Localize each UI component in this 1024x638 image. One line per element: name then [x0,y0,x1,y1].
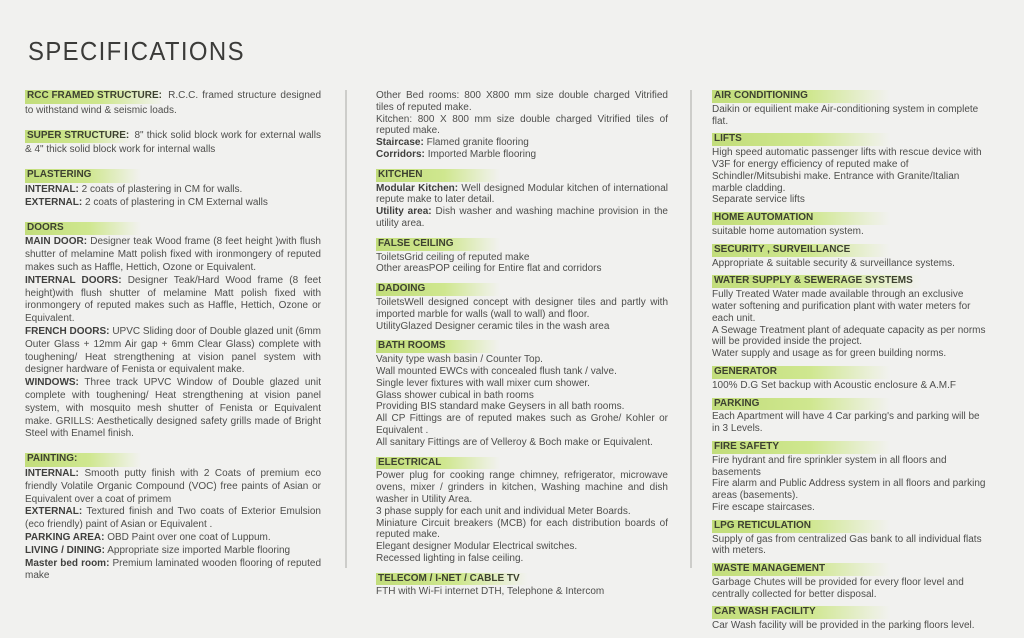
section-header: PAINTING: [25,453,141,467]
spec-section [376,573,668,599]
spec-paragraph: High speed automatic passenger lifts with rescue device with V3F for energy efficiency of reputed make of Schindler/Mitsubishi make. Entrance with Granite/Italian marble cladding. [712,147,982,194]
spec-paragraph: Power plug for cooking range chimney, refrigerator, microwave ovens, mixer / grinders in kitchen, Washing machine and dish washer in Utility Area. [376,470,668,505]
section-header: PLASTERING [25,169,141,183]
spec-section [376,283,668,332]
column-divider-right [690,90,692,568]
spec-section [712,275,990,360]
spec-section [712,212,990,238]
spec-label: EXTERNAL: [25,196,83,208]
spec-label: INTERNAL: [25,183,79,195]
spec-paragraph: Other areasPOP ceiling for Entire flat and corridors [376,263,602,275]
spec-paragraph: FRENCH DOORS: UPVC Sliding door of Double glazed unit (6mm Outer Glass + 12mm Air gap + 6mm Clear Glass) complete with toughening/ Heat strengthening at vision panel system with designer hardware of Fenista or equivalent make. [25,325,322,376]
spec-paragraph: Elegant designer Modular Electrical switches. [376,541,578,553]
spec-paragraph: Providing BIS standard make Geysers in all bath rooms. [376,401,625,413]
section-header: AIR CONDITIONING [712,90,890,103]
spec-label: Corridors: [376,148,425,160]
spec-paragraph: INTERNAL DOORS: Designer Teak/Hard Wood frame (8 feet height)with flush shutter of melamine Matt polish fixed with ironmongery of reputed makes such as Haffle, Hettich, Ozone or Equivalent. [25,274,321,325]
spec-paragraph: Vanity type wash basin / Counter Top. [376,354,543,366]
spec-paragraph: LIVING / DINING: Appropriate size imported Marble flooring [25,544,291,556]
spec-label: MAIN DOOR: [25,236,88,248]
section-header: SUPER STRUCTURE: [25,130,131,144]
spec-label: Staircase: [376,137,424,149]
spec-paragraph: Kitchen: 800 X 800 mm size double charged Vitrified tiles of reputed make. [376,113,668,137]
spec-label: PARKING AREA: [25,531,105,543]
section-header: LPG RETICULATION [712,520,890,533]
spec-paragraph: EXTERNAL: Textured finish and Two coats of Exterior Emulsion (eco friendly) paint of Asian or Equivalent . [25,506,321,531]
spec-section [376,238,668,275]
spec-paragraph: Each Apartment will have 4 Car parking's and parking will be in 3 Levels. [712,411,980,435]
spec-section [376,340,668,448]
spec-label: LIVING / DINING: [25,544,105,556]
column-interiors [376,90,668,606]
spec-paragraph: Recessed lighting in false ceiling. [376,552,524,564]
section-header: FALSE CEILING [376,238,500,251]
spec-section [712,441,990,514]
spec-section [712,244,990,270]
spec-paragraph: Wall mounted EWCs with concealed flush tank / valve. [376,365,617,377]
column-divider-left [345,90,347,568]
spec-paragraph: MAIN DOOR: Designer teak Wood frame (8 feet height )with flush shutter of melamine Matt polish fixed with ironmongery of reputed makes such as Haffle, Hettich, Ozone or Equivalent. [25,236,321,273]
spec-paragraph: ToiletsGrid ceiling of reputed make [376,251,530,263]
spec-section [376,90,668,161]
spec-paragraph: Staircase: Flamed granite flooring [376,137,529,149]
spec-section [376,169,668,230]
spec-paragraph: Garbage Chutes will be provided for every floor level and centrally collected for better disposal. [712,576,964,600]
spec-paragraph: suitable home automation system. [712,225,864,237]
section-header: HOME AUTOMATION [712,212,890,225]
column-services [712,90,990,638]
section-header: BATH ROOMS [376,340,500,353]
column-structure [25,90,321,595]
spec-label: INTERNAL: [25,467,79,479]
spec-paragraph: FTH with Wi-Fi internet DTH, Telephone & Intercom [376,586,605,598]
spec-paragraph: Other Bed rooms: 800 X800 mm size double charged Vitrified tiles of reputed make. [376,90,668,113]
spec-section [376,457,668,565]
spec-section [712,520,990,557]
spec-paragraph: RCC FRAMED STRUCTURE: R.C.C. framed structure designed to withstand wind & seismic loads. [25,90,322,116]
section-header: SECURITY , SURVEILLANCE [712,244,890,257]
spec-label: WINDOWS: [25,377,79,389]
spec-paragraph: Appropriate & suitable security & surveillance systems. [712,257,955,269]
spec-paragraph: A Sewage Treatment plant of adequate capacity as per norms will be provided inside the project. [712,324,986,348]
section-header: ELECTRICAL [376,457,500,470]
spec-section [712,366,990,392]
spec-section [712,398,990,435]
spec-paragraph: All CP Fittings are of reputed makes such as Grohe/ Kohler or Equivalent . [376,413,668,436]
spec-paragraph: Utility area: Dish washer and washing machine provision in the utility area. [376,206,668,229]
section-header: CAR WASH FACILITY [712,606,890,619]
spec-paragraph: INTERNAL: 2 coats of plastering in CM for walls. [25,183,243,195]
spec-section [25,90,321,118]
spec-paragraph: Supply of gas from centralized Gas bank to all individual flats with meters. [712,533,982,557]
spec-paragraph: ToiletsWell designed concept with designer tiles and partly with imported marble for walls (wall to wall) and floor. [376,296,668,320]
section-header: FIRE SAFETY [712,441,890,454]
spec-paragraph: Separate service lifts [712,194,805,206]
spec-section [712,606,990,632]
spec-label: Modular Kitchen: [376,182,459,194]
section-header: DOORS [25,222,141,236]
spec-paragraph: Master bed room: Premium laminated wooden flooring of reputed make [25,557,322,582]
spec-paragraph: WINDOWS: Three track UPVC Window of Double glazed unit complete with toughening/ Heat strengthening at vision panel system, with mosquito mesh shutter of Fenista or Equivalent make. GRILLS: Aesthetically designed safety grills made of Bright Steel with Enamel finish. [25,377,321,440]
spec-section [712,133,990,206]
section-header: DADOING [376,283,500,296]
spec-paragraph: Fire hydrant and fire sprinkler system in all floors and basements [712,454,947,478]
spec-section [712,563,990,600]
spec-section [25,453,321,583]
section-header: TELECOM / I-NET / CABLE TV [376,573,528,586]
spec-paragraph: Miniature Circuit breakers (MCB) for each distribution boards of reputed make. [376,517,668,541]
spec-paragraph: All sanitary Fittings are of Velleroy & Boch make or Equivalent. [376,436,653,448]
spec-paragraph: Modular Kitchen: Well designed Modular kitchen of international repute make to later detail. [376,182,668,206]
spec-paragraph: INTERNAL: Smooth putty finish with 2 Coats of premium eco friendly Volatile Organic Compound (VOC) free paints of Asian or Equivalent over a coat of primem [25,467,322,505]
spec-paragraph: Fire alarm and Public Address system in all floors and parking areas (basements). [712,478,986,502]
spec-label: INTERNAL DOORS: [25,274,122,286]
spec-section [25,130,321,158]
spec-section [25,222,321,442]
spec-paragraph: 3 phase supply for each unit and individual Meter Boards. [376,505,631,517]
spec-label: Master bed room: [25,557,110,569]
spec-label: EXTERNAL: [25,506,83,518]
spec-paragraph: EXTERNAL: 2 coats of plastering in CM External walls [25,196,268,208]
spec-section [712,90,990,127]
section-header: WASTE MANAGEMENT [712,563,890,576]
section-header: GENERATOR [712,366,890,379]
spec-paragraph: PARKING AREA: OBD Paint over one coat of Luppum. [25,531,271,543]
spec-label: FRENCH DOORS: [25,325,110,337]
section-header: PARKING [712,398,890,411]
spec-paragraph: SUPER STRUCTURE: 8" thick solid block work for external walls & 4" thick solid block work for internal walls [25,129,321,156]
page-title: SPECIFICATIONS [28,36,245,66]
spec-paragraph: Daikin or equilient make Air-conditioning system in complete flat. [712,103,979,127]
spec-paragraph: Water supply and usage as for green building norms. [712,348,947,360]
spec-section [25,169,321,209]
section-header: WATER SUPPLY & SEWERAGE SYSTEMS [712,275,921,288]
spec-paragraph: Corridors: Imported Marble flooring [376,148,537,160]
spec-paragraph: Car Wash facility will be provided in the parking floors level. [712,620,975,632]
spec-paragraph: Fire escape staircases. [712,501,815,513]
section-header: RCC FRAMED STRUCTURE: [25,90,164,104]
spec-paragraph: Glass shower cubical in bath rooms [376,389,534,401]
section-header: LIFTS [712,133,890,146]
spec-paragraph: Fully Treated Water made available through an exclusive water softening and purification plant with water meters for each unit. [712,289,971,324]
spec-label: Utility area: [376,206,432,218]
spec-paragraph: Single lever fixtures with wall mixer cum shower. [376,377,590,389]
section-header: KITCHEN [376,169,500,182]
specifications-content [0,90,1024,638]
spec-paragraph: UtilityGlazed Designer ceramic tiles in the wash area [376,320,610,332]
spec-paragraph: 100% D.G Set backup with Acoustic enclosure & A.M.F [712,379,957,391]
